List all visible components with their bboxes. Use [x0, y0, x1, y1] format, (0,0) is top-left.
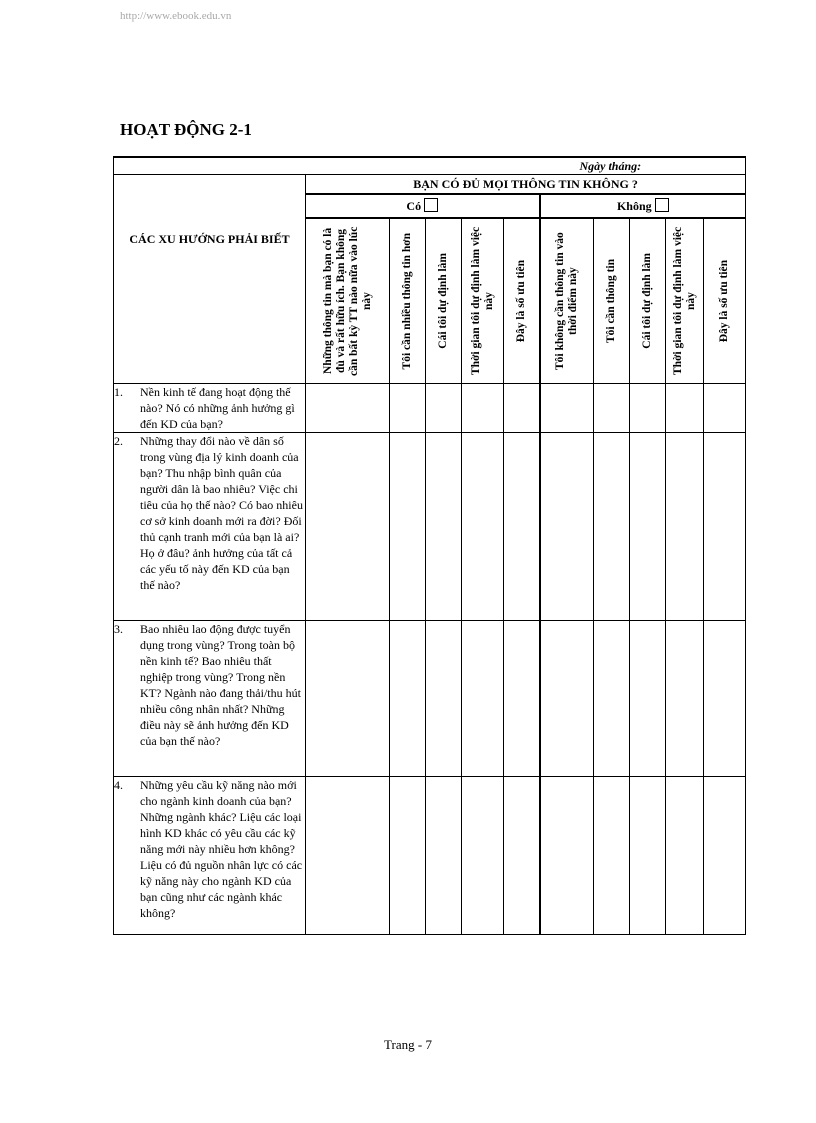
answer-cell[interactable] — [594, 384, 630, 433]
answer-cell[interactable] — [426, 433, 462, 621]
answer-cell[interactable] — [462, 384, 504, 433]
answer-cell[interactable] — [704, 621, 746, 777]
page-heading: HOẠT ĐỘNG 2-1 — [120, 120, 252, 139]
date-label: Ngày tháng: — [114, 157, 746, 175]
question-text: Những thay đổi nào về dân số trong vùng địa lý kinh doanh của bạn? Thu nhập bình quân của người dân là bao nhiêu? Việc chi tiêu của họ thế nào? Có bao nhiêu cơ sở kinh doanh mới ra đời? Đối thủ cạnh tranh mới của bạn là ai? Họ ở đâu? ảnh hưởng của tất cả các yếu tố này đến KD của bạn thế nào? — [140, 434, 303, 592]
column-header: Những thông tin mà bạn có là đủ và rất hữu ích. Bạn không cần bất kỳ TT nào nữa vào lúc này — [306, 218, 390, 384]
answer-cell[interactable] — [504, 433, 540, 621]
answer-cell[interactable] — [540, 777, 594, 935]
answer-cell[interactable] — [306, 777, 390, 935]
answer-cell[interactable] — [666, 384, 704, 433]
answer-cell[interactable] — [426, 621, 462, 777]
answer-cell[interactable] — [306, 433, 390, 621]
answer-cell[interactable] — [704, 384, 746, 433]
answer-cell[interactable] — [306, 384, 390, 433]
question-text: Những yêu cầu kỹ năng nào mới cho ngành kinh doanh của bạn? Những ngành khác? Liệu các loại hình KD khác có yêu cầu các kỹ năng mới này nhiều hơn không? Liệu có đủ nguồn nhân lực có các kỹ năng này cho ngành KD của bạn cũng như các ngành khác không? — [140, 778, 303, 920]
answer-cell[interactable] — [540, 621, 594, 777]
question-number: 1. — [114, 385, 123, 399]
answer-cell[interactable] — [462, 433, 504, 621]
group-no-label: Không — [616, 199, 652, 213]
column-header: Thời gian tôi dự định làm việc này — [462, 218, 504, 384]
answer-cell[interactable] — [390, 777, 426, 935]
answer-cell[interactable] — [426, 777, 462, 935]
answer-cell[interactable] — [540, 433, 594, 621]
column-header: Thời gian tôi dự định làm việc này — [666, 218, 704, 384]
answer-cell[interactable] — [390, 621, 426, 777]
answer-cell[interactable] — [426, 384, 462, 433]
answer-cell[interactable] — [504, 384, 540, 433]
answer-cell[interactable] — [390, 433, 426, 621]
answer-cell[interactable] — [462, 621, 504, 777]
page-number: Trang - 7 — [384, 1037, 432, 1052]
column-header: Tôi cần nhiều thông tin hơn — [390, 218, 426, 384]
answer-cell[interactable] — [630, 621, 666, 777]
question-cell — [114, 384, 306, 433]
answer-cell[interactable] — [666, 621, 704, 777]
answer-cell[interactable] — [704, 777, 746, 935]
answer-cell[interactable] — [666, 433, 704, 621]
column-header: Cái tôi dự định làm — [426, 218, 462, 384]
group-yes — [306, 194, 540, 218]
answer-cell[interactable] — [306, 621, 390, 777]
group-yes-label: Có — [406, 199, 422, 213]
question-text: Nền kinh tế đang hoạt động thế nào? Nó có những ảnh hưởng gì đến KD của bạn? — [140, 385, 295, 431]
trends-table — [113, 156, 746, 935]
answer-cell[interactable] — [594, 777, 630, 935]
column-header: Đây là số ưu tiên — [704, 218, 746, 384]
group-no — [540, 194, 746, 218]
answer-cell[interactable] — [504, 621, 540, 777]
column-header: Tôi cần thông tin — [594, 218, 630, 384]
question-text: Bao nhiêu lao động được tuyển dụng trong vùng? Trong toàn bộ nền kinh tế? Bao nhiêu thất nghiệp trong vùng? Trong nền KT? Ngành nào đang thải/thu hút nhiều công nhân nhất? Những điều này sẽ ảnh hưởng đến KD của bạn thế nào? — [140, 622, 301, 748]
answer-cell[interactable] — [540, 384, 594, 433]
column-header: Cái tôi dự định làm — [630, 218, 666, 384]
table-row — [114, 384, 746, 433]
question-cell — [114, 433, 306, 621]
question-cell — [114, 621, 306, 777]
question-number: 3. — [114, 622, 123, 636]
answer-cell[interactable] — [630, 384, 666, 433]
answer-cell[interactable] — [594, 621, 630, 777]
table-row — [114, 621, 746, 777]
column-header: Đây là số ưu tiên — [504, 218, 540, 384]
answer-cell[interactable] — [390, 384, 426, 433]
question-header: CÁC XU HƯỚNG PHẢI BIẾT — [114, 175, 306, 384]
answer-cell[interactable] — [630, 433, 666, 621]
answer-cell[interactable] — [704, 433, 746, 621]
checkbox-yes[interactable] — [424, 198, 438, 212]
table-title: BẠN CÓ ĐỦ MỌI THÔNG TIN KHÔNG ? — [306, 175, 746, 195]
answer-cell[interactable] — [504, 777, 540, 935]
answer-cell[interactable] — [666, 777, 704, 935]
column-header: Tôi không cần thông tin vào thời điểm này — [540, 218, 594, 384]
answer-cell[interactable] — [462, 777, 504, 935]
question-cell — [114, 777, 306, 935]
checkbox-no[interactable] — [655, 198, 669, 212]
table-row — [114, 777, 746, 935]
answer-cell[interactable] — [594, 433, 630, 621]
answer-cell[interactable] — [630, 777, 666, 935]
question-number: 2. — [114, 434, 123, 448]
table-row — [114, 433, 746, 621]
question-number: 4. — [114, 778, 123, 792]
watermark-url: http://www.ebook.edu.vn — [120, 10, 232, 22]
